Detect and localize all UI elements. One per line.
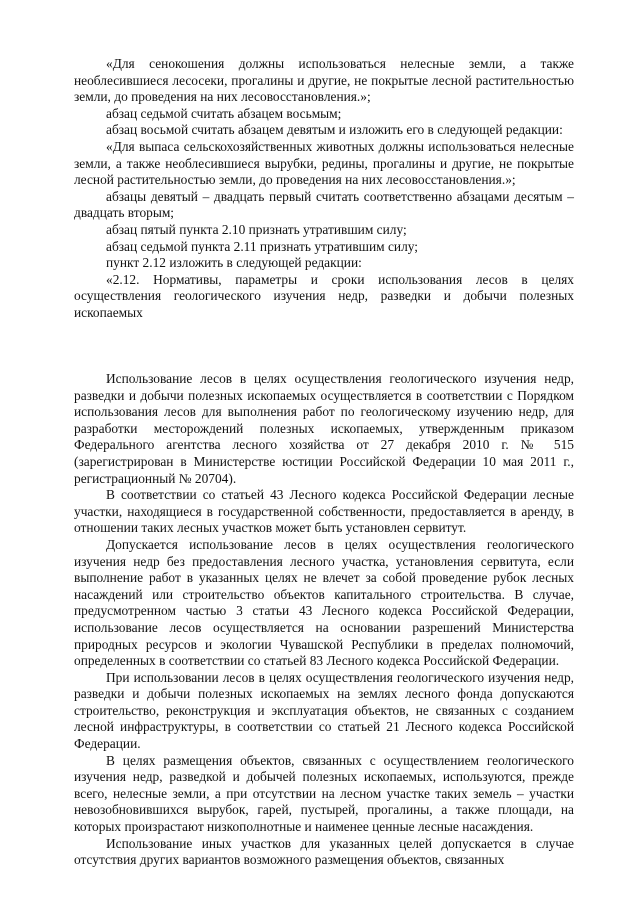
paragraph: В соответствии со статьей 43 Лесного кодекса Российской Федерации лесные участки, находящиеся в государственной собственности, предоставляется в аренду, в отношении таких лесных участков может быть установлен сервитут. [74,487,574,536]
section-body [74,371,574,869]
paragraph: Использование лесов в целях осуществления геологического изучения недр, разведки и добычи полезных ископаемых осуществляется в соответствии с Порядком использования лесов для выполнения работ по геологическому изучению недр, для разработки месторождений полезных ископаемых, утвержденным приказом Федерального агентства лесного хозяйства от 27 декабря 2010 г. № 515 (зарегистрирован в Министерстве юстиции Российской Федерации 10 мая 2011 г., регистрационный № 20704). [74,371,574,486]
paragraph: «Для выпаса сельскохозяйственных животных должны использоваться нелесные земли, а также необлесившиеся вырубки, редины, прогалины и другие, не покрытые лесной растительностью земли, до проведения на них лесовосстановления.»; [74,138,574,188]
paragraph: абзац пятый пункта 2.10 признать утратившим силу; [106,221,407,237]
section-heading: «2.12. Нормативы, параметры и сроки использования лесов в целях осуществления геологического изучения недр, разведки и добычи полезных ископаемых [74,271,574,320]
paragraph: Использование иных участков для указанных целей допускается в случае отсутствия других вариантов возможного размещения объектов, связанных [74,835,574,868]
paragraph: «Для сенокошения должны использоваться нелесные земли, а также необлесившиеся лесосеки, прогалины и другие, не покрытые лесной растительностью земли, до проведения на них лесовосстановления.»; [74,56,574,105]
paragraph: При использовании лесов в целях осуществления геологического изучения недр, разведки и добычи полезных ископаемых на землях лесного фонда допускаются строительство, реконструкция и эксплуатация объектов, не связанных с созданием лесной инфраструктуры, в соответствии со статьей 21 Лесного кодекса Российской Федерации. [74,669,574,752]
paragraph: абзац восьмой считать абзацем девятым и изложить его в следующей редакции: [106,122,563,138]
paragraph: В целях размещения объектов, связанных с осуществлением геологического изучения недр, разведкой и добычей полезных ископаемых, используются, прежде всего, нелесные земли, а при отсутствии на лесном участке таких земель – участки невозобновившихся вырубок, гарей, пустырей, прогалины, а также площади, на которых произрастают низкополнотные и наименее ценные лесные насаждения. [74,752,574,835]
paragraph: Допускается использование лесов в целях осуществления геологического изучения недр без предоставления лесного участка, установления сервитута, если выполнение работ в указанных целях не влечет за собой проведение рубок лесных насаждений или строительство объектов капитального строительства. В случае, предусмотренном частью 3 статьи 43 Лесного кодекса Российской Федерации, использование лесов осуществляется на основании разрешений Министерства природных ресурсов и экологии Чувашской Республики в пределах полномочий, определенных в соответствии со статьей 83 Лесного кодекса Российской Федерации. [74,536,574,669]
paragraph: абзац седьмой считать абзацем восьмым; [106,105,342,121]
amendments-block [74,56,574,322]
paragraph: абзац седьмой пункта 2.11 признать утратившим силу; [106,238,418,254]
paragraph: абзацы девятый – двадцать первый считать соответственно абзацами десятым – двадцать вторым; [74,188,574,221]
paragraph: пункт 2.12 изложить в следующей редакции: [106,255,362,271]
